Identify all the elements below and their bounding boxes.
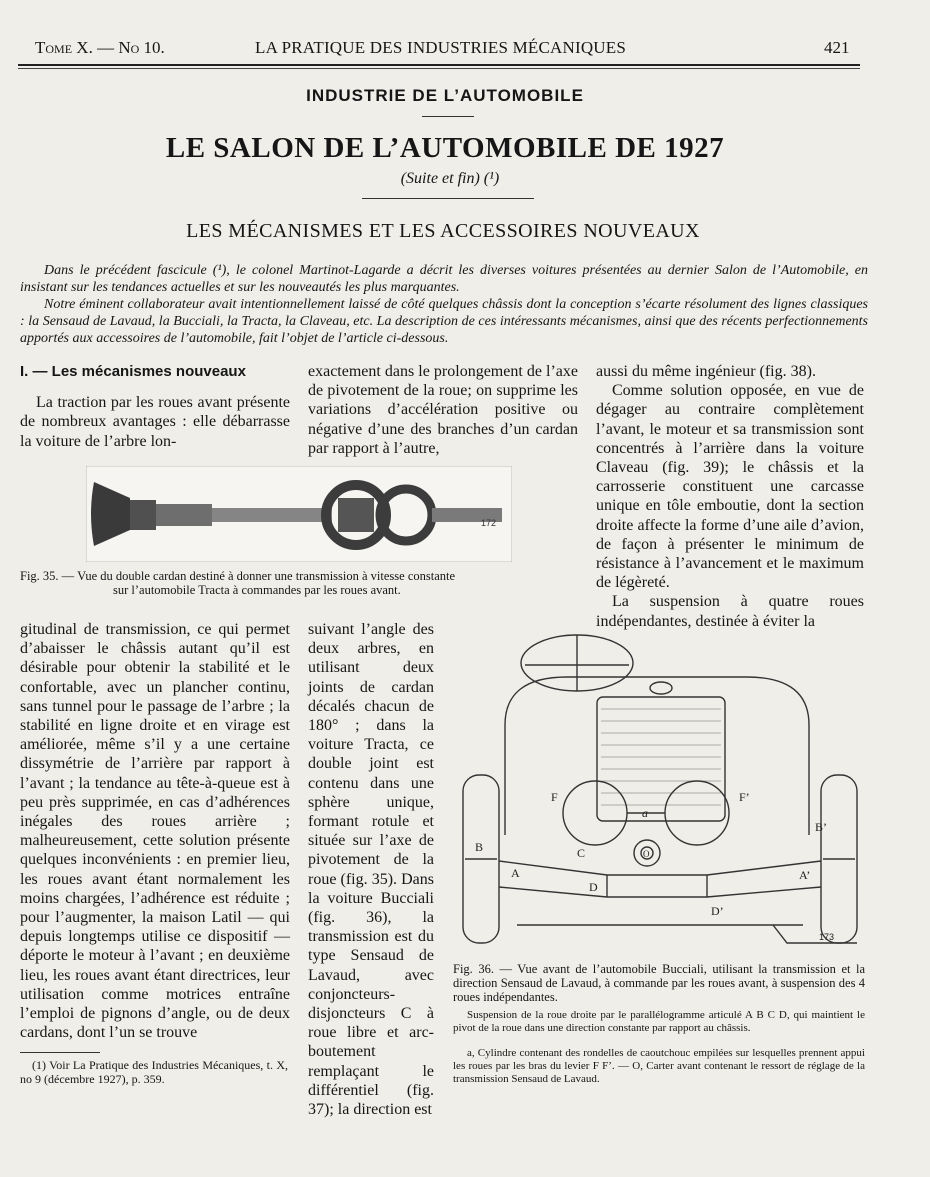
section-heading: I. — Les mécanismes nouveaux xyxy=(20,363,246,380)
figure-36-label-a: a xyxy=(642,806,648,820)
subtitle-divider xyxy=(362,198,534,199)
column-1-top xyxy=(20,362,290,451)
column-3-paragraph-1: aussi du même ingénieur (fig. 38). xyxy=(596,363,816,380)
footnote-rule xyxy=(20,1052,100,1053)
figure-36-label-D-prime: D’ xyxy=(711,904,724,918)
figure-36-caption: Fig. 36. — Vue avant de l’automobile Bucciali, utilisant la transmission et la direction Sensaud de Lavaud, à commande par les roues avant, à suspension des 4 roues indépendantes. xyxy=(453,962,865,1004)
intro-paragraph-1: Dans le précédent fascicule (¹), le colonel Martinot-Lagarde a décrit les diverses voitures présentées au dernier Salon de l’Automobile, en insistant sur les tendances actuelles et sur les nouveautés les plus marquantes. xyxy=(20,263,868,295)
figure-35-caption-line-2: sur l’automobile Tracta à commandes par les roues avant. xyxy=(113,583,401,597)
figure-36-legend-1: Suspension de la roue droite par le parallélogramme articulé A B C D, qui maintient le pivot de la roue dans une direction constante par rapport au châssis. xyxy=(453,1009,865,1034)
figure-36-label-A: A xyxy=(511,866,520,880)
header-tome: Tome X. — No 10. xyxy=(35,38,165,57)
header-rule-thin xyxy=(18,68,860,69)
figure-36-legend-2: a, Cylindre contenant des rondelles de caoutchouc empilées sur lesquelles prennent appui les roues par les bras du levier F F’. — O, Carter avant contenant le ressort de réglage de la transmission Sensaud de Lavaud. xyxy=(453,1047,865,1085)
figure-36-label-F: F xyxy=(551,790,558,804)
column-1-bottom: gitudinal de transmission, ce qui permet d’abaisser le châssis autant qu’il est désirable pour obtenir la stabilité et le confortable, avec un plancher continu, sans tunnel pour le passage de l’arbre ; la stabilité en ligne droite et en virage est améliorée, même s’il y a une certaine dissymétrie de l’arrière par rapport à l’avant ; la tendance au tête-à-queue est à peu près supprimée, en cas d’adhérences inégales des roues arrière ; malheureusement, cette solution présente quelques inconvénients : en premier lieu, les roues avant étant normalement les moins chargées, l’adhérence est réduite ; pour l’augmenter, la maison Latil — qui depuis longtemps utilise ce dispositif — déporte le moteur à l’avant ; en deuxième lieu, les roues avant étant directrices, leur utilisation comme motrices entraîne l’emploi de pignons d’angle, ou de deux cardans, dont l’un se trouve xyxy=(20,621,290,1042)
page-title: LE SALON DE L’AUTOMOBILE DE 1927 xyxy=(165,132,725,164)
figure-36-label-A-prime: A’ xyxy=(799,868,811,882)
section-1-paragraph-1: La traction par les roues avant présente de nombreux avantages : elle débarrasse la voiture de l’arbre lon- xyxy=(20,394,290,450)
column-3-paragraph-2: Comme solution opposée, en vue de dégager au contraire complètement l’avant, le moteur et sa transmission sont concentrés à l’arrière dans la voiture Claveau (fig. 39); le châssis et la carrosserie constituent une carcasse unique en tôle emboutie, dont la section droite affecte la forme d’une aile d’avion, de façon à présenter le minimum de résistance à l’avancement et le maximum de légèreté. xyxy=(596,382,864,592)
figure-36-drawing xyxy=(457,625,863,955)
column-3-top xyxy=(596,362,864,631)
page-number: 421 xyxy=(824,38,850,57)
title-divider xyxy=(422,116,474,117)
figure-36-label-B-prime: B’ xyxy=(815,820,827,834)
intro-paragraph-2: Notre éminent collaborateur avait intentionnellement laissé de côté quelques châssis dont la conception s’écarte résolument des lignes classiques : la Sensaud de Lavaud, la Bucciali, la Tracta, la Claveau, etc. La description de ces intéressants mécanismes, ainsi que des récents perfectionnements apportés aux accessoires de l’automobile, fait l’objet de l’article ci-dessous. xyxy=(20,297,868,346)
figure-35-photo xyxy=(86,466,512,562)
header-rule xyxy=(18,64,860,66)
figure-36-label-O: O xyxy=(643,849,650,859)
figure-36-label-D: D xyxy=(589,880,598,894)
figure-36-tag: 173 xyxy=(819,932,835,942)
figure-36-label-C: C xyxy=(577,846,586,860)
header-journal: LA PRATIQUE DES INDUSTRIES MÉCANIQUES xyxy=(255,38,627,57)
column-2-bottom: suivant l’angle des deux arbres, en utilisant deux joints de cardan décalés chacun de 180° ; dans la voiture Tracta, ce double joint est contenu dans une sphère unique, formant rotule et située sur l’axe de pivotement de la roue (fig. 35). Dans la voiture Bucciali (fig. 36), la transmission est du type Sensaud de Lavaud, avec conjoncteurs-disjoncteurs C à roue libre et arc-boutement remplaçant le différentiel (fig. 37); la direction est xyxy=(308,621,434,1119)
figure-36-label-F-prime: F’ xyxy=(739,790,750,804)
footnote: (1) Voir La Pratique des Industries Mécaniques, t. X, no 9 (décembre 1927), p. 359. xyxy=(20,1058,288,1086)
figure-36-label-B: B xyxy=(475,840,484,854)
column-2-top: exactement dans le prolongement de l’axe de pivotement de la roue; on supprime les variations d’accélération positive ou négative d’une des branches d’un cardan par rapport à l’autre, xyxy=(308,363,578,457)
intro-block xyxy=(20,262,868,347)
page-subtitle: (Suite et fin) (¹) xyxy=(400,170,500,187)
section-tag: INDUSTRIE DE L’AUTOMOBILE xyxy=(306,86,584,105)
figure-35-tag: 172 xyxy=(481,518,497,528)
article-subhead: LES MÉCANISMES ET LES ACCESSOIRES NOUVEAUX xyxy=(186,220,700,242)
figure-35-caption-line-1: Fig. 35. — Vue du double cardan destiné à donner une transmission à vitesse constante xyxy=(20,569,456,583)
column-3-paragraph-3: La suspension à quatre roues indépendantes, destinée à éviter la xyxy=(596,593,864,630)
